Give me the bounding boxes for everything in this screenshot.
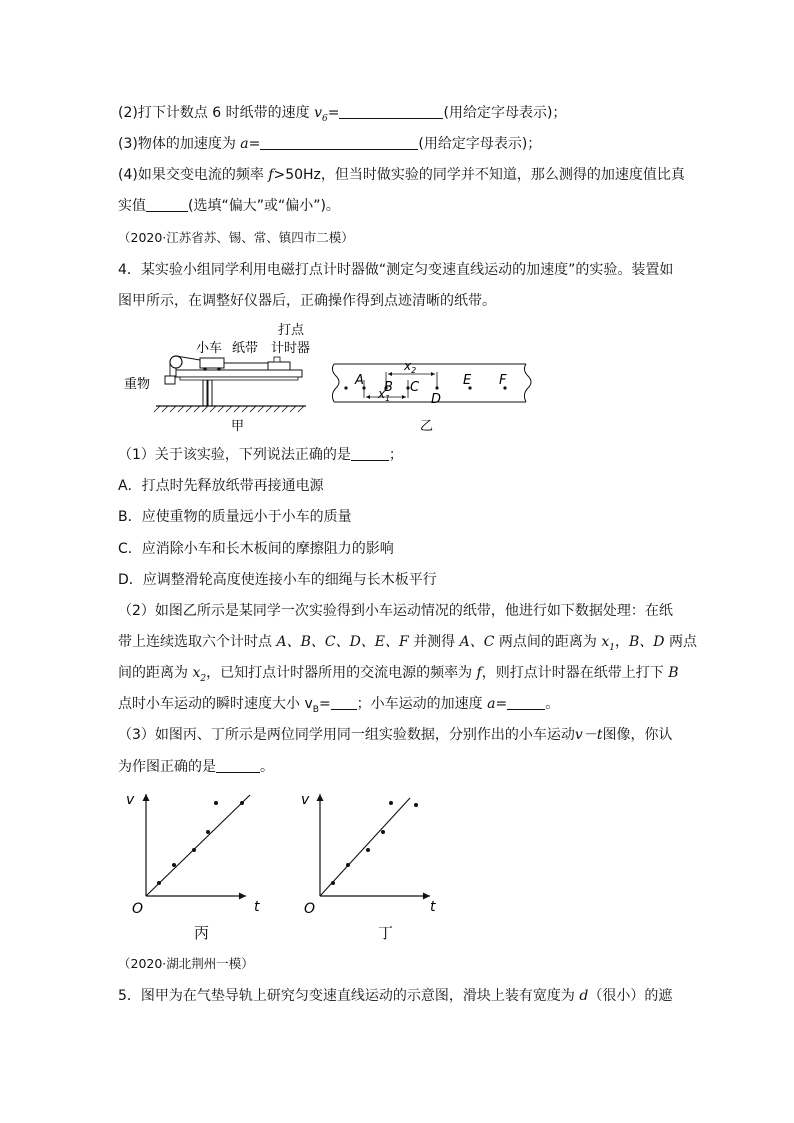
q4-part-2-line-1: （2）如图乙所示是某同学一次实验得到小车运动情况的纸带，他进行如下数据处理：在纸 xyxy=(118,603,673,619)
q3-line-2-hint: (用给定字母表示)； xyxy=(443,105,567,121)
point-E: E xyxy=(463,373,472,388)
q3-line-3 xyxy=(118,134,541,154)
answer-blank-part-1[interactable] xyxy=(351,446,389,461)
axis-v-label: v xyxy=(126,792,135,808)
origin-label: O xyxy=(304,901,316,917)
q4-part-2-line-4: 点时小车运动的瞬时速度大小 $v_B=$ ；小车运动的加速度 a= 。 xyxy=(118,696,560,715)
answer-blank-accel[interactable] xyxy=(507,695,545,710)
q3-line-4-text: (4)如果交变电流的频率 xyxy=(118,167,269,183)
q4-stem-2: 图甲所示，在调整好仪器后，正确操作得到点迹清晰的纸带。 xyxy=(118,293,496,309)
q3-line-4 xyxy=(118,165,685,185)
q4-part-1-text: （1）关于该实验，下列说法正确的是 xyxy=(118,447,351,463)
eq: = xyxy=(248,136,261,152)
sub-6: 6 xyxy=(322,113,328,124)
axis-t-label: t xyxy=(254,899,260,915)
q4-part-3-line-1: （3）如图丙、丁所示是两位同学用同一组实验数据，分别作出的小车运动v－t图像，你认 xyxy=(118,727,673,743)
option-B[interactable]: B．应使重物的质量远小于小车的质量 xyxy=(118,509,352,525)
option-A[interactable]: A．打点时先释放纸带再接通电源 xyxy=(118,478,324,494)
source-1: （2020·江苏省苏、锡、常、镇四市二模） xyxy=(118,230,354,245)
var-v: v xyxy=(314,105,323,121)
figure-yi xyxy=(332,359,531,434)
label-tape: 纸带 xyxy=(232,341,259,356)
point-F: F xyxy=(499,373,507,388)
figure-jia xyxy=(124,322,310,434)
q5-stem-1: 5．图甲为在气垫导轨上研究匀变速直线运动的示意图，滑块上装有宽度为 d（很小）的遮 xyxy=(118,988,673,1004)
answer-blank-part-3[interactable] xyxy=(216,758,260,773)
point-C: C xyxy=(410,380,420,395)
option-C[interactable]: C．应消除小车和长木板间的摩擦阻力的影响 xyxy=(118,541,394,557)
answer-blank-v6[interactable] xyxy=(339,104,443,119)
label-timer-2: 计时器 xyxy=(271,341,311,356)
q3-line-2-text: (2)打下计数点 6 时纸带的速度 xyxy=(118,105,315,121)
caption-ding: 丁 xyxy=(378,924,394,942)
origin-label: O xyxy=(132,901,144,917)
q3-line-5-hint: (选填“偏大”或“偏小”)。 xyxy=(188,198,340,214)
eq: = xyxy=(327,105,340,121)
q4-part-2-line-2: 带上连续选取六个计时点 A、B、C、D、E、F 并测得 A、C 两点间的距离为 $x_1$，B、D 两点 xyxy=(118,634,697,653)
source-2: （2020·湖北荆州一模） xyxy=(118,956,254,971)
q3-line-2 xyxy=(118,103,566,129)
q4-part-1-end: ； xyxy=(388,447,403,463)
q3-line-3-hint: (用给定字母表示)； xyxy=(418,136,542,152)
var-f: f xyxy=(268,167,274,183)
vt-graphs xyxy=(112,786,452,946)
caption-yi: 乙 xyxy=(420,419,434,434)
apparatus-figure xyxy=(118,318,648,436)
label-x1: $x_1$ xyxy=(378,387,391,403)
point-D: D xyxy=(431,392,442,407)
q3-line-5 xyxy=(118,196,340,216)
caption-jia: 甲 xyxy=(231,419,245,434)
option-D[interactable]: D．应调整滑轮高度使连接小车的细绳与长木板平行 xyxy=(118,572,437,588)
q4-stem-1: 4．某实验小组同学利用电磁打点计时器做“测定匀变速直线运动的加速度”的实验。装置如 xyxy=(118,262,674,278)
caption-bing: 丙 xyxy=(194,924,210,942)
axis-t-label: t xyxy=(430,899,436,915)
point-B: B xyxy=(384,380,393,395)
answer-blank-a[interactable] xyxy=(260,135,418,150)
q3-line-5-text: 实值 xyxy=(118,198,146,214)
graph-ding xyxy=(301,792,436,942)
label-heavy-weight: 重物 xyxy=(124,377,151,392)
label-x2: $x_2$ xyxy=(404,359,417,375)
q4-part-1 xyxy=(118,445,403,465)
label-timer-1: 打点 xyxy=(278,323,305,338)
q3-line-3-text: (3)物体的加速度为 xyxy=(118,136,241,152)
var-a: a xyxy=(240,136,249,152)
axis-v-label: v xyxy=(301,792,310,808)
q4-part-3-line-2: 为作图正确的是 。 xyxy=(118,759,274,775)
point-A: A xyxy=(355,373,364,388)
graph-bing xyxy=(126,792,260,942)
answer-blank-bias[interactable] xyxy=(146,197,188,212)
q3-line-4-rest: >50Hz，但当时做实验的同学并不知道，那么测得的加速度值比真 xyxy=(273,167,685,183)
q4-part-2-line-3: 间的距离为 $x_2$，已知打点计时器所用的交流电源的频率为 f，则打点计时器在纸带上打下 B xyxy=(118,665,679,684)
answer-blank-vB[interactable] xyxy=(331,695,357,710)
label-cart: 小车 xyxy=(196,341,223,356)
